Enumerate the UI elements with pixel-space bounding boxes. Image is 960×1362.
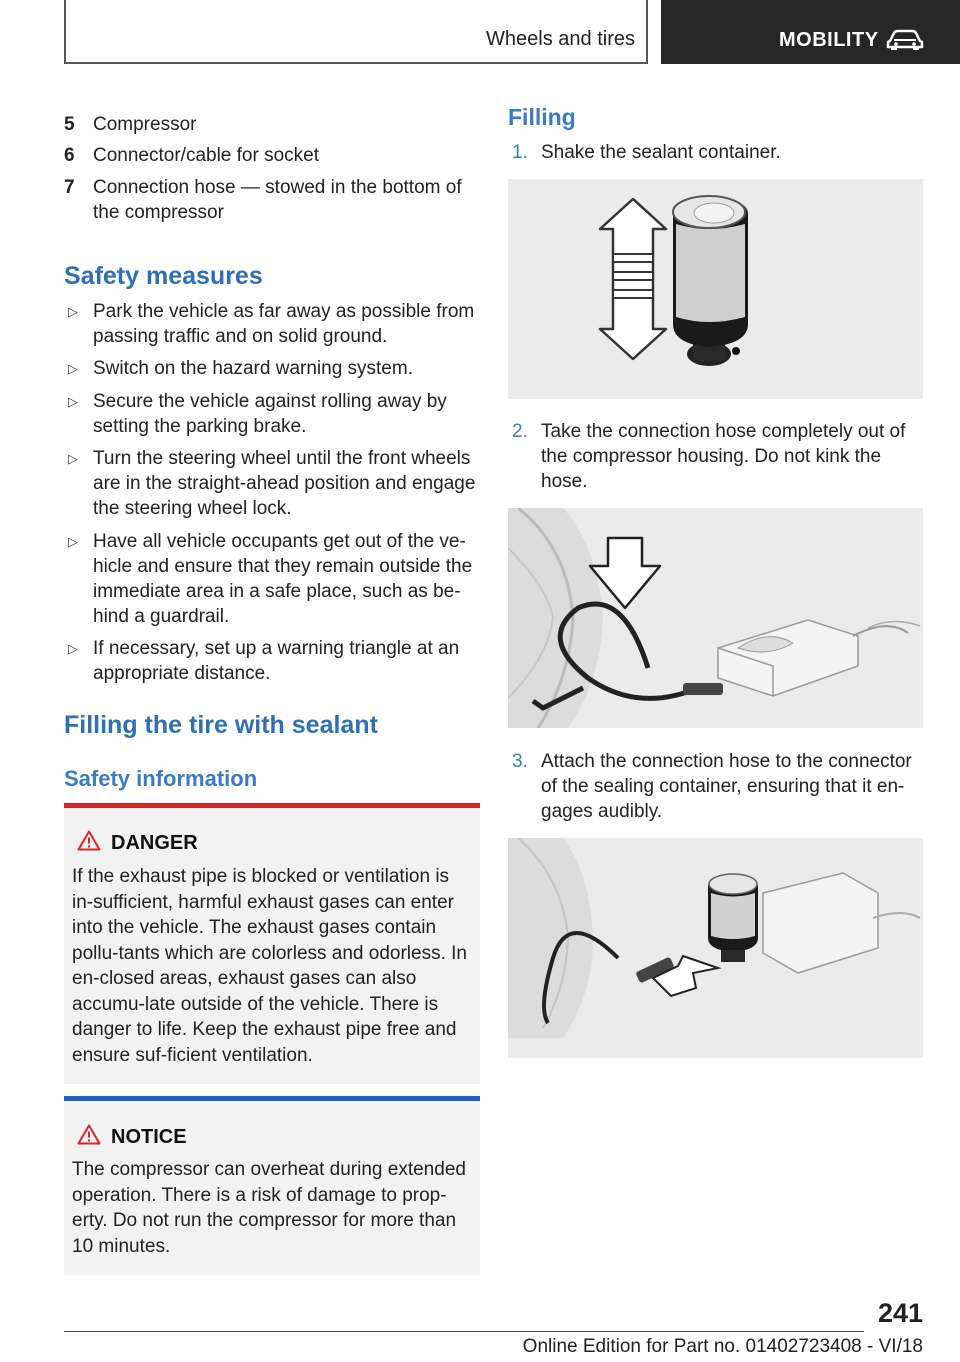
item-number: 7 — [64, 177, 75, 198]
step-text: Take the connection hose completely out of the compressor housing. Do not kink the hose. — [541, 421, 906, 492]
danger-title: DANGER — [111, 832, 198, 854]
item-text: Park the vehicle as far away as possible from passing traffic and on solid ground. — [93, 301, 475, 347]
bullet-icon: ▷ — [68, 641, 78, 656]
step-number: 2. — [512, 421, 528, 442]
bullet-icon: ▷ — [68, 304, 78, 319]
car-icon — [886, 28, 924, 50]
filling-heading: Filling — [508, 104, 576, 130]
item-number: 5 — [64, 114, 75, 135]
safety-heading: Safety measures — [64, 262, 263, 290]
danger-text: If the exhaust pipe is blocked or ventilation is in-sufficient, harmful exhaust gases can enter into the vehicle. The exhaust gases contain pollu-tants which are colorless and odorless. In en-closed areas, exhaust gases can also accumu-late outside of the vehicle. There is danger to life. Keep the exhaust pipe free and ensure suf-ficient ventilation. — [72, 866, 467, 1066]
bullet-icon: ▷ — [68, 534, 78, 549]
danger-bar — [64, 803, 480, 808]
notice-bar — [64, 1096, 480, 1101]
item-text: Switch on the hazard warning system. — [93, 358, 413, 379]
item-text: Connection hose — stowed in the bottom of the compressor — [93, 177, 462, 223]
step-text: Shake the sealant container. — [541, 142, 781, 163]
item-text: If necessary, set up a warning triangle at an appropriate distance. — [93, 638, 460, 684]
chapter-title: MOBILITY — [779, 29, 879, 51]
bullet-icon: ▷ — [68, 451, 78, 466]
item-text: Connector/cable for socket — [93, 145, 320, 166]
safety-info-heading: Safety information — [64, 766, 258, 791]
item-number: 6 — [64, 145, 75, 166]
item-text: Secure the vehicle against rolling away by setting the parking brake. — [93, 391, 447, 437]
item-text: Have all vehicle occupants get out of the ve-hicle and ensure that they remain outside the immediate area in a safe place, such as be-hind a guardrail. — [93, 531, 473, 627]
warning-icon — [77, 1124, 101, 1145]
figure-connection-hose — [508, 508, 923, 728]
bullet-icon: ▷ — [68, 394, 78, 409]
chapter-tab[interactable] — [661, 0, 960, 64]
warning-icon — [77, 830, 101, 851]
bullet-icon: ▷ — [68, 361, 78, 376]
item-text: Compressor — [93, 114, 197, 135]
figure-attach-hose — [508, 838, 923, 1058]
edition-footer: Online Edition for Part no. 01402723408 - VI/18 — [522, 1336, 923, 1357]
step-number: 3. — [512, 751, 528, 772]
notice-text: The compressor can overheat during extended operation. There is a risk of damage to prop-erty. Do not run the compressor for more than 10 minutes. — [72, 1159, 466, 1257]
step-text: Attach the connection hose to the connector of the sealing container, ensuring that it en-gages audibly. — [541, 751, 912, 822]
danger-box — [64, 803, 480, 1084]
footer-divider — [64, 1331, 864, 1332]
notice-title: NOTICE — [111, 1126, 187, 1148]
item-text: Turn the steering wheel until the front wheels are in the straight-ahead position and engage the steering wheel lock. — [93, 448, 476, 519]
section-title: Wheels and tires — [486, 28, 635, 50]
figure-shake-container — [508, 179, 923, 399]
step-number: 1. — [512, 142, 528, 163]
filling-tire-heading: Filling the tire with sealant — [64, 711, 378, 739]
notice-box — [64, 1096, 480, 1275]
page-number: 241 — [877, 1298, 923, 1328]
